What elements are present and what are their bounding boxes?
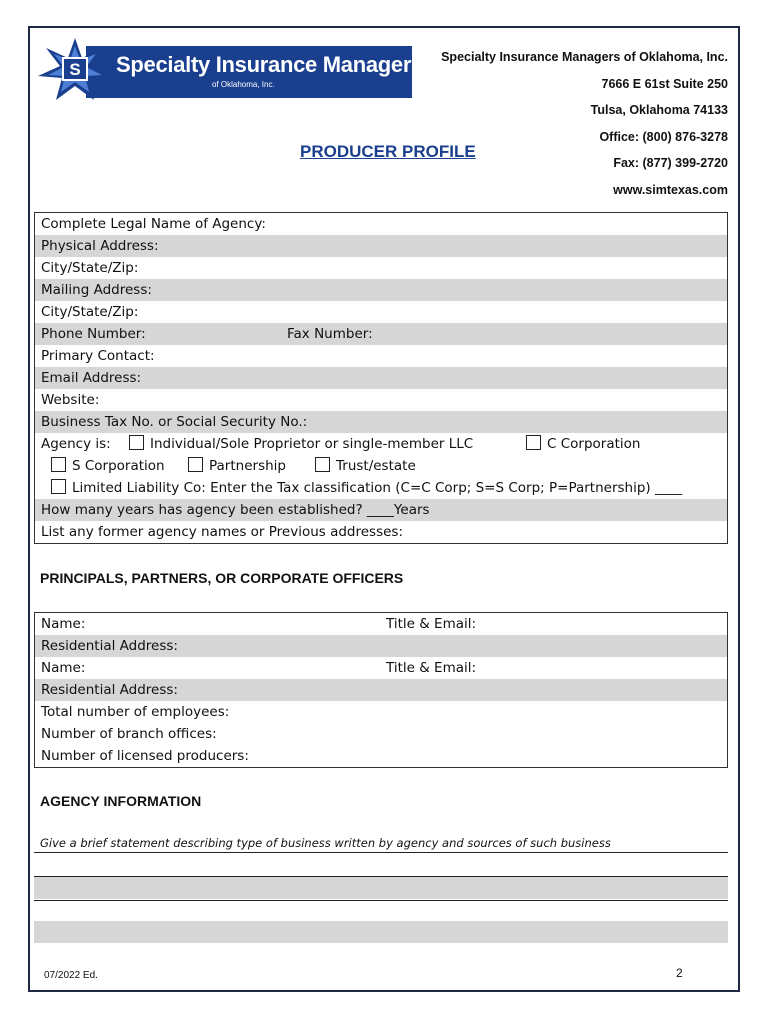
employees-label: Total number of employees: (41, 704, 230, 720)
producers-field[interactable] (35, 745, 727, 767)
principal-1-row[interactable] (35, 613, 727, 635)
edition-label: 07/2022 Ed. (44, 970, 98, 981)
name-label-2: Name: (41, 660, 86, 676)
individual-checkbox[interactable] (129, 435, 144, 450)
company-name: Specialty Insurance Managers of Oklahoma, Inc. (441, 50, 728, 64)
tax-no-field[interactable] (35, 411, 727, 433)
logo-subtitle: of Oklahoma, Inc. (212, 80, 275, 89)
logo-letter: S (69, 60, 81, 79)
email-label: Email Address: (41, 370, 142, 386)
mailing-address-label: Mailing Address: (41, 282, 152, 298)
company-address-block (441, 44, 728, 203)
agency-type-row-1 (35, 433, 727, 455)
agency-info-heading: AGENCY INFORMATION (40, 793, 202, 809)
former-names-field[interactable] (35, 521, 727, 543)
fax-number: Fax: (877) 399-2720 (613, 156, 728, 170)
trust-label: Trust/estate (336, 458, 416, 474)
physical-address-field[interactable] (35, 235, 727, 257)
website-field[interactable] (35, 389, 727, 411)
trust-checkbox[interactable] (315, 457, 330, 472)
street-address: 7666 E 61st Suite 250 (601, 76, 728, 91)
logo-star-icon (36, 36, 114, 102)
principal-2-row[interactable] (35, 657, 727, 679)
primary-contact-label: Primary Contact: (41, 348, 155, 364)
residential-address-field-1[interactable] (35, 635, 727, 657)
legal-name-label: Complete Legal Name of Agency: (41, 216, 266, 232)
website-link[interactable]: www.simtexas.com (613, 182, 728, 197)
physical-address-label: Physical Address: (41, 238, 159, 254)
c-corp-checkbox[interactable] (526, 435, 541, 450)
statement-shade-2[interactable] (34, 921, 728, 943)
page-title: PRODUCER PROFILE (300, 142, 476, 161)
form-page (28, 26, 740, 992)
branches-field[interactable] (35, 723, 727, 745)
residential-address-field-2[interactable] (35, 679, 727, 701)
name-label-1: Name: (41, 616, 86, 632)
residential-label-1: Residential Address: (41, 638, 178, 654)
city-state-zip-field-1[interactable] (35, 257, 727, 279)
primary-contact-field[interactable] (35, 345, 727, 367)
fax-label: Fax Number: (287, 326, 373, 342)
city-state-zip-label-1: City/State/Zip: (41, 260, 139, 276)
city-state-zip-label-2: City/State/Zip: (41, 304, 139, 320)
tax-no-label: Business Tax No. or Social Security No.: (41, 414, 308, 430)
individual-label: Individual/Sole Proprietor or single-member LLC (150, 436, 474, 452)
statement-line-1[interactable] (34, 852, 728, 853)
partnership-checkbox[interactable] (188, 457, 203, 472)
logo-name: Specialty Insurance Managers (116, 52, 424, 77)
legal-name-field[interactable] (35, 213, 727, 235)
company-logo (36, 36, 424, 98)
former-names-label: List any former agency names or Previous addresses: (41, 524, 404, 540)
mailing-address-field[interactable] (35, 279, 727, 301)
statement-prompt: Give a brief statement describing type of business written by agency and sources of such business (40, 836, 611, 850)
employees-field[interactable] (35, 701, 727, 723)
email-field[interactable] (35, 367, 727, 389)
agency-type-row-2 (35, 455, 727, 477)
agency-is-label: Agency is: (41, 436, 111, 452)
llc-label: Limited Liability Co: Enter the Tax classification (C=C Corp; S=S Corp; P=Partnership) ____ (72, 480, 682, 496)
website-label: Website: (41, 392, 100, 408)
s-corp-checkbox[interactable] (51, 457, 66, 472)
branches-label: Number of branch offices: (41, 726, 217, 742)
title-email-label-2: Title & Email: (386, 660, 477, 676)
c-corp-label: C Corporation (547, 436, 641, 452)
principals-heading: PRINCIPALS, PARTNERS, OR CORPORATE OFFICERS (40, 570, 404, 586)
statement-line-3[interactable] (34, 900, 728, 901)
statement-shade-1[interactable] (34, 877, 728, 899)
principals-box (34, 612, 728, 768)
residential-label-2: Residential Address: (41, 682, 178, 698)
page-number: 2 (676, 966, 683, 980)
title-email-label-1: Title & Email: (386, 616, 477, 632)
city-state-zip-field-2[interactable] (35, 301, 727, 323)
partnership-label: Partnership (209, 458, 286, 474)
agency-details-box (34, 212, 728, 544)
agency-type-row-3 (35, 477, 727, 499)
producers-label: Number of licensed producers: (41, 748, 249, 764)
years-established-label: How many years has agency been established? ____Years (41, 502, 430, 518)
phone-label: Phone Number: (41, 326, 146, 342)
city-state: Tulsa, Oklahoma 74133 (590, 103, 728, 117)
years-established-field[interactable] (35, 499, 727, 521)
llc-checkbox[interactable] (51, 479, 66, 494)
phone-fax-row[interactable] (35, 323, 727, 345)
office-phone: Office: (800) 876-3278 (599, 129, 728, 144)
s-corp-label: S Corporation (72, 458, 165, 474)
